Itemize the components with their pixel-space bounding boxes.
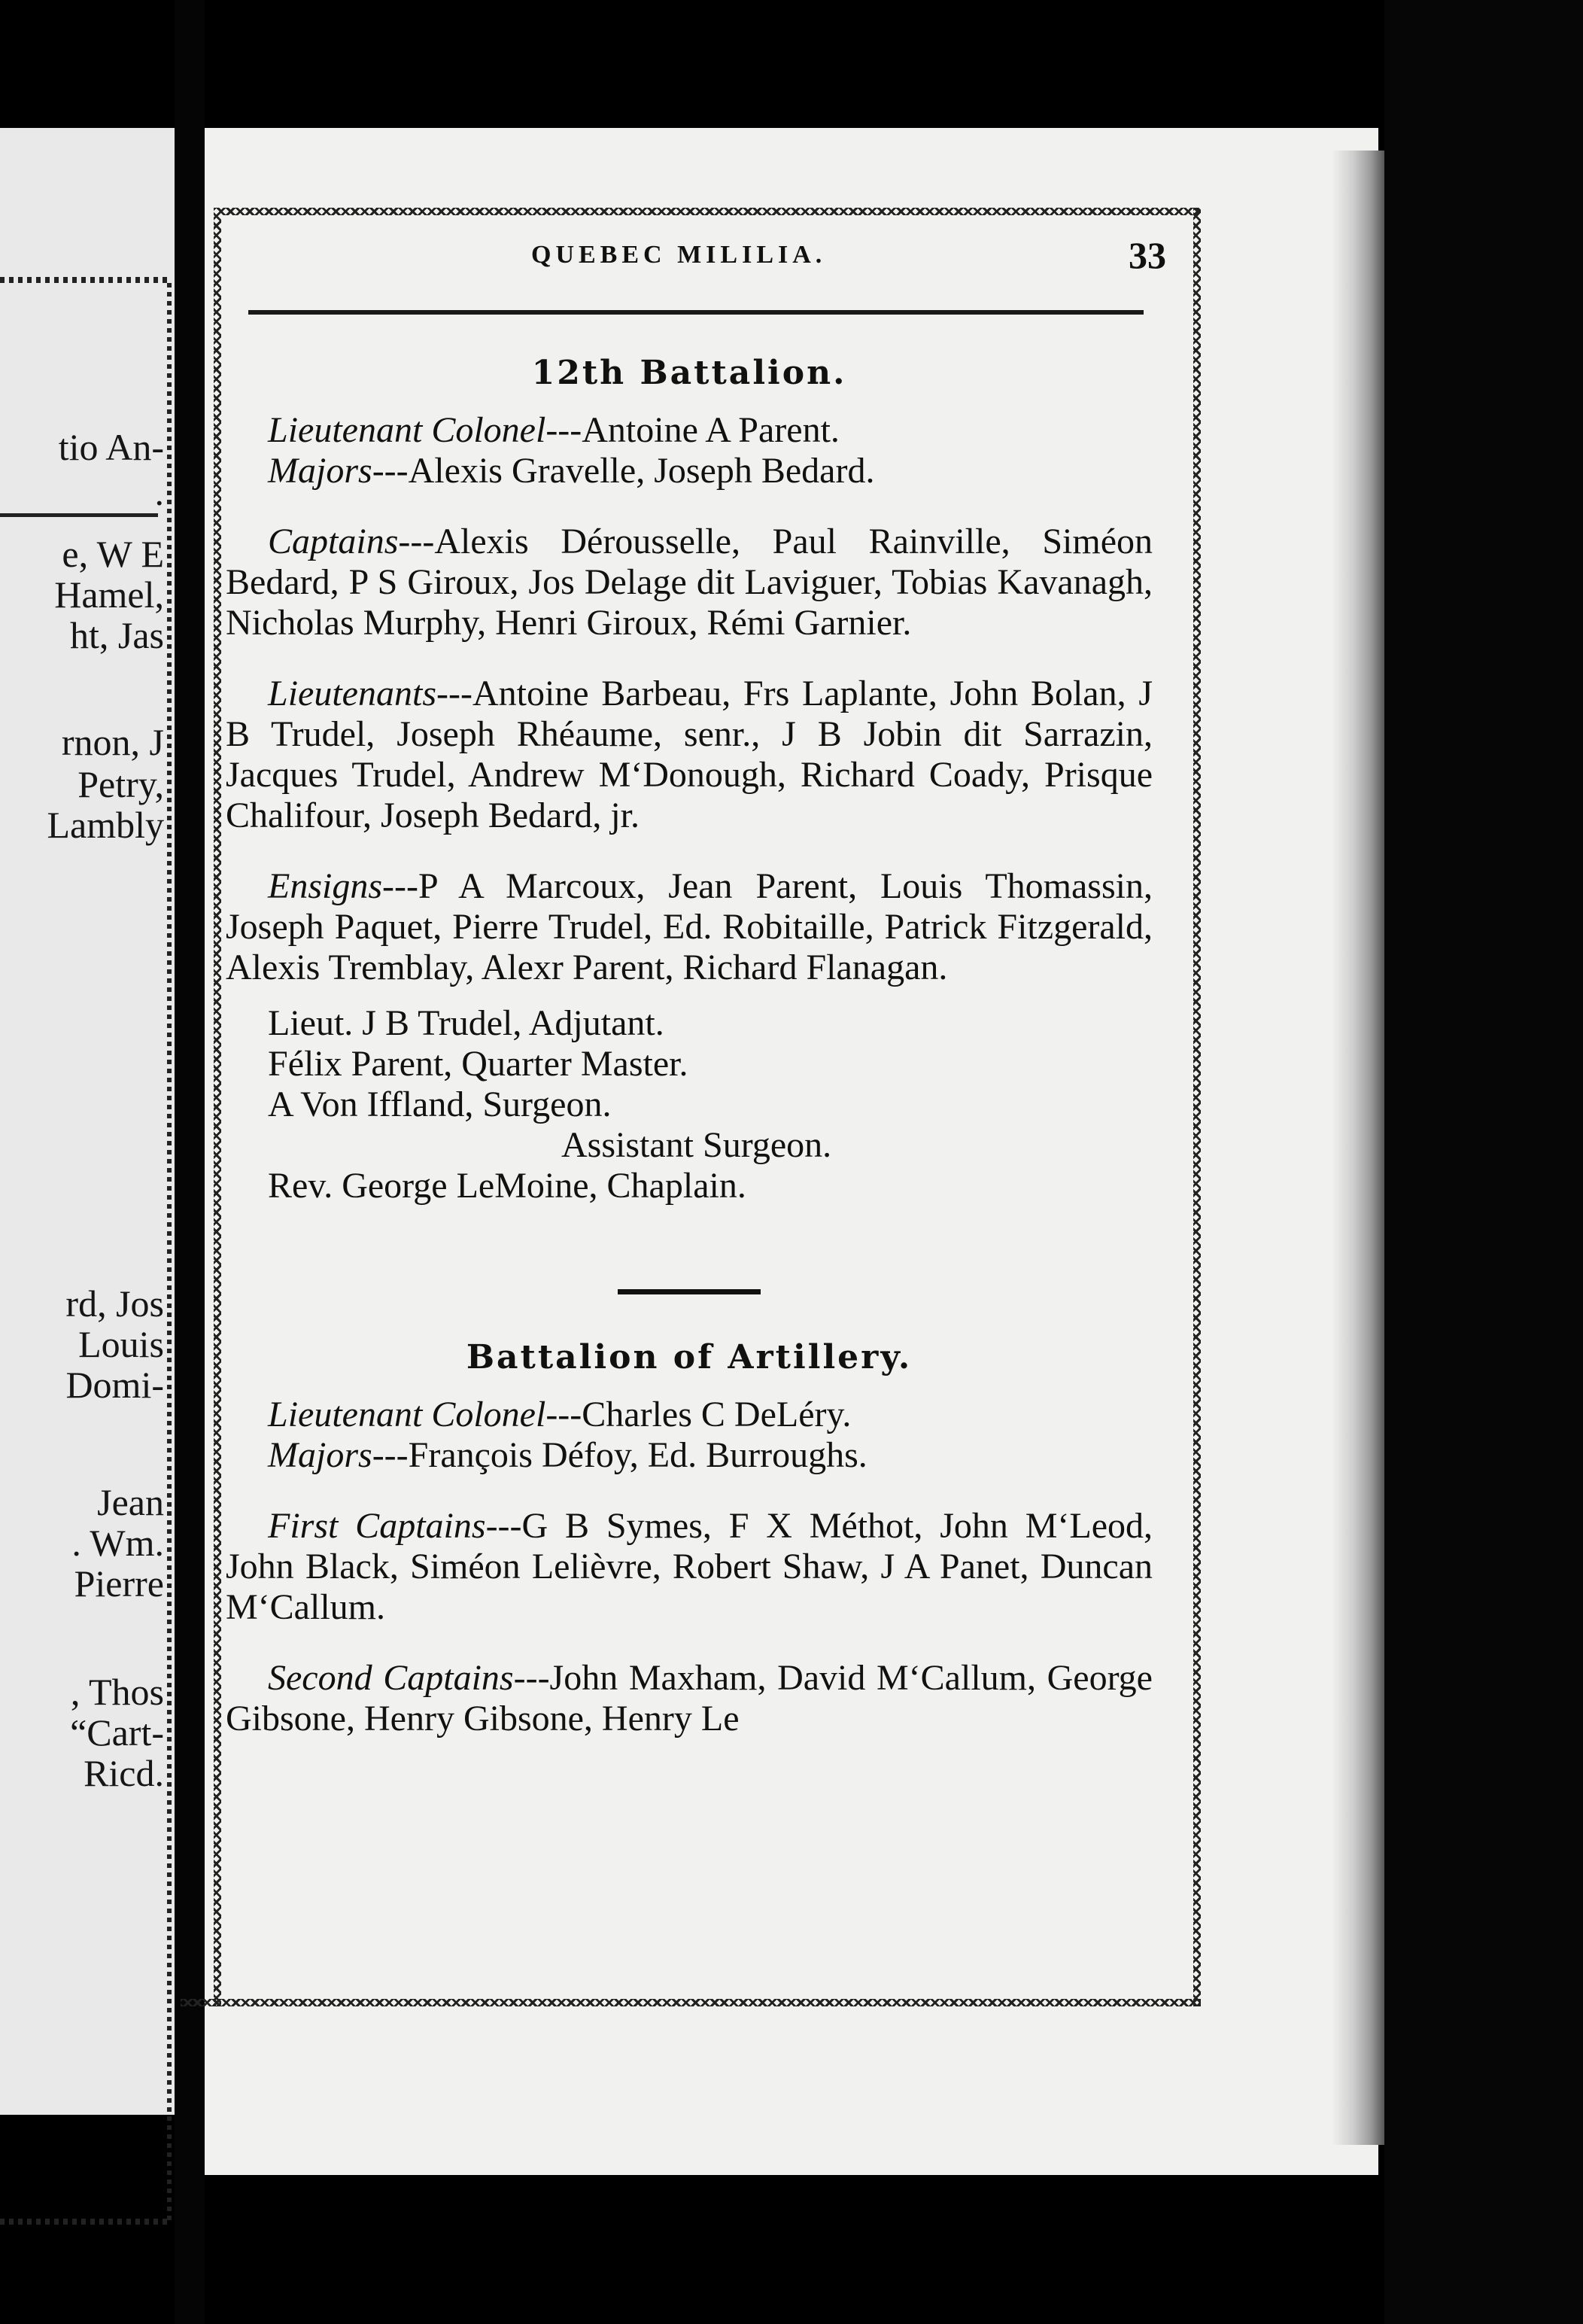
left-page-fragment: Lambly: [47, 804, 164, 846]
left-page-fragment: “Cart-: [70, 1711, 164, 1754]
page-frame-right: [1193, 208, 1201, 2006]
staff-line: Rev. George LeMoine, Chaplain.: [268, 1166, 746, 1206]
left-page-frame: [167, 283, 172, 2225]
left-page-fragment: rnon, J: [61, 721, 164, 763]
section-separator: [618, 1289, 761, 1294]
left-page-fragment: . Wm.: [71, 1522, 164, 1564]
page-number: 33: [1129, 234, 1166, 276]
roster-entry: [226, 1506, 1153, 1628]
page-frame-top: [214, 208, 1199, 215]
page-content: [226, 354, 1153, 1739]
staff-line: A Von Iffland, Surgeon.: [268, 1084, 612, 1124]
staff-line: Assistant Surgeon.: [561, 1125, 832, 1165]
book-spine: [1384, 0, 1583, 2324]
staff-line: Lieut. J B Trudel, Adjutant.: [268, 1003, 664, 1043]
staff-line: Félix Parent, Quarter Master.: [268, 1044, 688, 1084]
staff-list: [268, 1003, 1153, 1206]
page-header: [233, 234, 1166, 286]
gutter-shadow: [175, 0, 205, 2324]
running-head: QUEBEC MILILIA.: [531, 241, 827, 269]
roster-names: ---Alexis Gravelle, Joseph Bedard.: [372, 451, 875, 491]
rank-label: Lieutenant Colonel: [268, 1395, 546, 1434]
roster-names: ---G B Symes, F X Méthot, John M‘Leod, John Black, Siméon Lelièvre, Robert Shaw, J A Panet, Duncan M‘Callum.: [226, 1506, 1153, 1627]
page-frame-bottom: [181, 1999, 1201, 2006]
previous-page-edge: [0, 128, 175, 2115]
left-page-fragment: Pierre: [74, 1562, 164, 1605]
roster-entry: [226, 674, 1153, 836]
left-page-frame: [0, 2219, 170, 2225]
roster-names: ---John Maxham, David M‘Callum, George Gibsone, Henry Gibsone, Henry Le: [226, 1658, 1153, 1738]
left-page-fragment: .: [154, 471, 164, 513]
left-page-fragment: Louis: [78, 1323, 164, 1365]
page-frame-left: [214, 208, 221, 2006]
header-rule: [248, 310, 1144, 315]
left-page-fragment: , Thos: [70, 1671, 164, 1713]
left-page-fragment: ht, Jas: [70, 614, 164, 656]
roster-entry: [226, 1395, 1153, 1435]
page-edge-shadow: [1332, 151, 1384, 2145]
rank-label: First Captains: [268, 1506, 486, 1546]
rank-label: Lieutenant Colonel: [268, 410, 546, 450]
rank-label: Lieutenants: [268, 674, 436, 713]
left-page-fragment: Petry,: [77, 763, 164, 805]
roster-entry: [226, 1435, 1153, 1476]
roster-names: ---François Défoy, Ed. Burroughs.: [372, 1435, 867, 1475]
roster-entry: [226, 451, 1153, 491]
roster-entry: [226, 866, 1153, 988]
rank-label: Captains: [268, 522, 399, 561]
roster-entry: [226, 522, 1153, 643]
left-page-fragment: Hamel,: [54, 573, 164, 616]
roster-names: ---Charles C DeLéry.: [545, 1395, 852, 1434]
left-page-fragment: Ricd.: [84, 1752, 164, 1794]
section-title: 12th Battalion.: [531, 354, 847, 392]
rank-label: Majors: [268, 1435, 372, 1475]
roster-names: ---Antoine Barbeau, Frs Laplante, John Bolan, J B Trudel, Joseph Rhéaume, senr., J B Jobin dit Sarrazin, Jacques Trudel, Andrew M‘Donough, Richard Coady, Prisque Chalifour, Joseph Bedard, jr.: [226, 674, 1153, 835]
left-page-rule: [0, 513, 158, 517]
roster-names: ---Antoine A Parent.: [545, 410, 840, 450]
roster-entry: [226, 1658, 1153, 1739]
roster-names: ---Alexis Dérousselle, Paul Rainville, Siméon Bedard, P S Giroux, Jos Delage dit Laviguer, Tobias Kavanagh, Nicholas Murphy, Henri Giroux, Rémi Garnier.: [226, 522, 1153, 643]
left-page-fragment: Domi-: [65, 1364, 164, 1406]
left-page-fragment: e, W E: [62, 533, 164, 575]
left-page-fragment: Jean: [97, 1481, 164, 1523]
roster-names: ---P A Marcoux, Jean Parent, Louis Thomassin, Joseph Paquet, Pierre Trudel, Ed. Robitaille, Patrick Fitzgerald, Alexis Tremblay, Alexr Parent, Richard Flanagan.: [226, 866, 1153, 987]
rank-label: Ensigns: [268, 866, 383, 906]
left-page-frame: [0, 277, 170, 283]
left-page-fragment: tio An-: [58, 426, 164, 468]
section-title: Battalion of Artillery.: [466, 1338, 913, 1376]
rank-label: Majors: [268, 451, 372, 491]
left-page-fragment: rd, Jos: [65, 1282, 164, 1325]
roster-entry: [226, 410, 1153, 451]
rank-label: Second Captains: [268, 1658, 514, 1698]
